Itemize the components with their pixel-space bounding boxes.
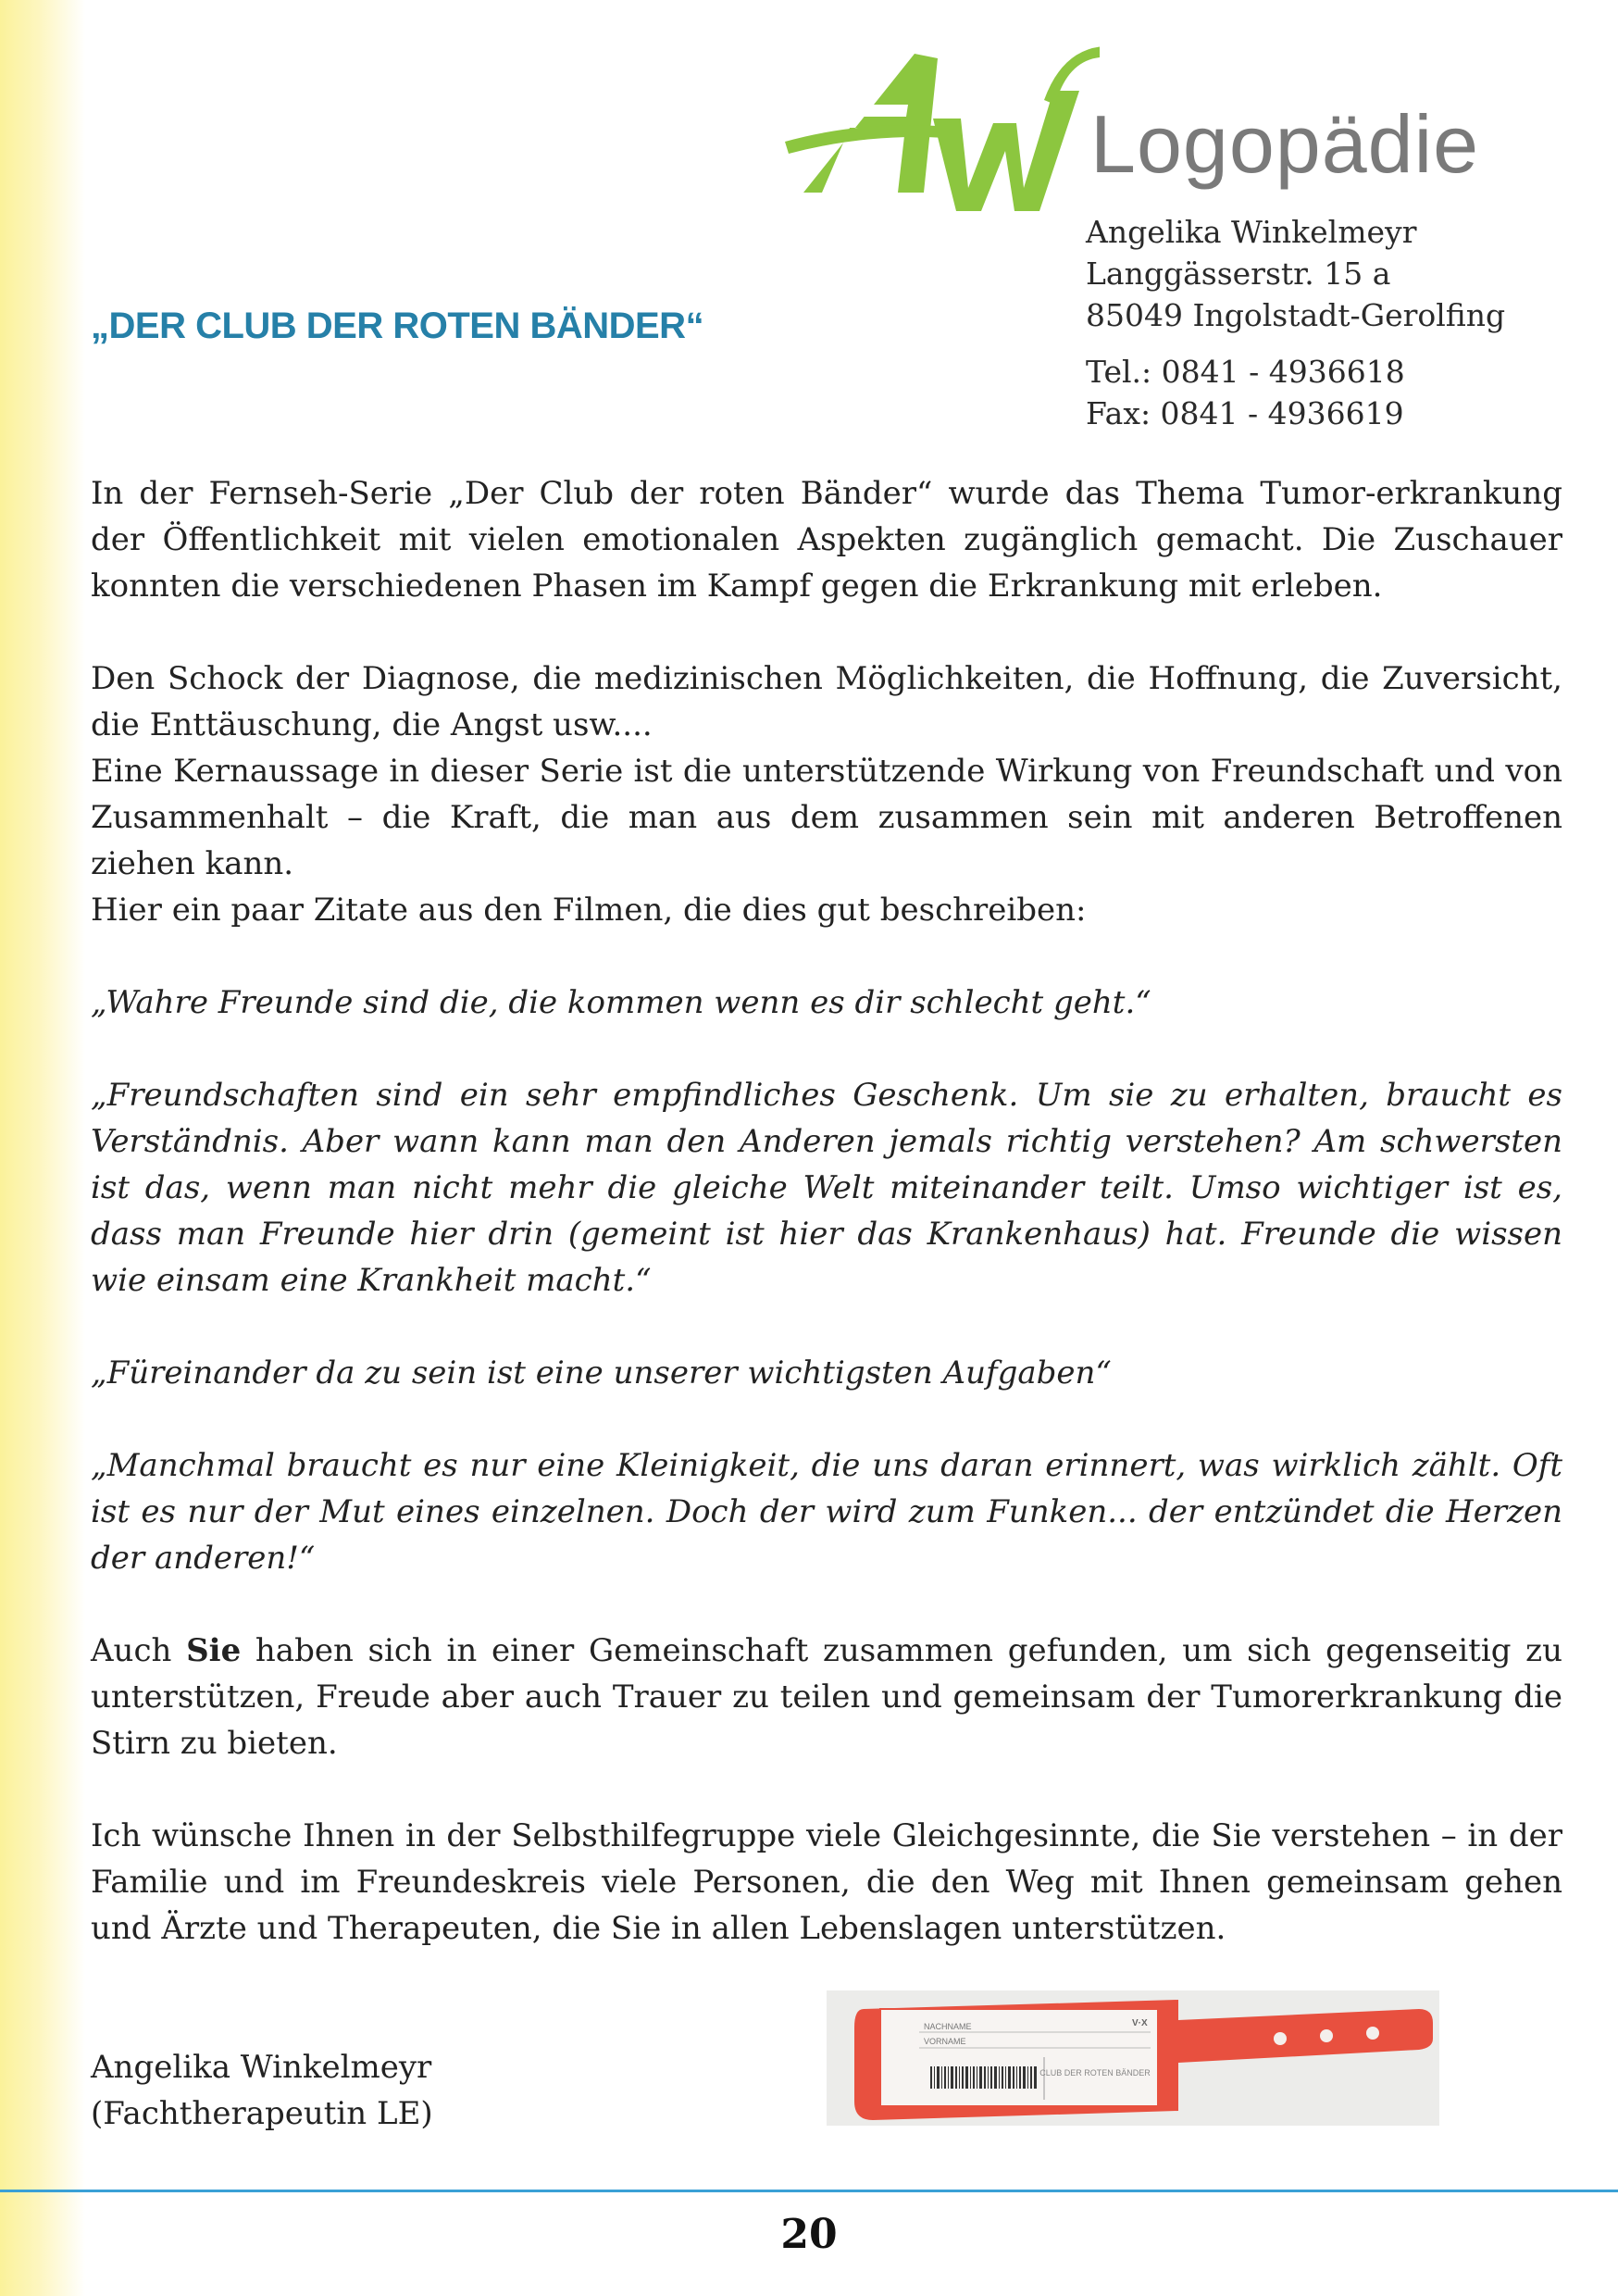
logo-wordmark: Logopädie — [1090, 98, 1480, 190]
contact-street: Langgässerstr. 15 a — [1086, 256, 1391, 292]
signature — [91, 2044, 433, 2137]
contact-tel: Tel.: 0841 - 4936618 — [1086, 354, 1405, 390]
paragraph-community: Auch Sie haben sich in einer Gemeinschaft zusammen gefunden, um sich gegenseitig zu unterstützen, Freude aber auch Trauer zu teilen und gemeinsam der Tumorerkrankung die Stirn zu bieten. — [91, 1632, 1562, 1762]
contact-name: Angelika Winkelmeyr — [1086, 214, 1417, 250]
wristband-illustration — [827, 1990, 1439, 2126]
quote-true-friends: „Wahre Freunde sind die, die kommen wenn es dir schlecht geht.“ — [91, 984, 1151, 1021]
quote-for-each-other: „Füreinander da zu sein ist eine unserer wichtigsten Aufgaben“ — [91, 1354, 1112, 1391]
article-title: „DER CLUB DER ROTEN BÄNDER“ — [91, 306, 704, 346]
logo — [785, 35, 1525, 220]
paragraph-intro: In der Fernseh-Serie „Der Club der roten Bänder“ wurde das Thema Tumor-erkrankung der Öffentlichkeit mit vielen emotionalen Aspekten zugänglich gemacht. Die Zuschauer konnten die verschiedenen Phasen im Kampf gegen die Erkrankung mit erleben. — [91, 475, 1562, 605]
quote-friendships: „Freundschaften sind ein sehr empfindliches Geschenk. Um sie zu erhalten, braucht es Verständnis. Aber wann kann man den Anderen jemals richtig verstehen? Am schwersten ist das, wenn man nicht mehr die gleiche Welt miteinander teilt. Umso wichtiger ist es, dass man Freunde hier drin (gemeint ist hier das Krankenhaus) hat. Freunde die wissen wie einsam eine Krankheit macht.“ — [91, 1077, 1562, 1299]
contact-fax: Fax: 0841 - 4936619 — [1086, 395, 1404, 431]
footer-divider — [0, 2190, 1618, 2192]
aw-logo-mark — [785, 35, 1100, 220]
wristband-brand: V·X — [1132, 2018, 1148, 2028]
wristband-label-nachname: NACHNAME — [924, 2022, 972, 2031]
paragraph-diagnosis: Den Schock der Diagnose, die medizinischen Möglichkeiten, die Hoffnung, die Zuversicht, die Enttäuschung, die Angst usw.... — [91, 660, 1562, 743]
quote-spark: „Manchmal braucht es nur eine Kleinigkeit, die uns daran erinnert, was wirklich zählt. Oft ist es nur der Mut eines einzelnen. Doch der wird zum Funken... der entzündet die Herzen der anderen!“ — [91, 1447, 1562, 1577]
signature-role: (Fachtherapeutin LE) — [91, 2095, 433, 2132]
contact-address — [1086, 211, 1505, 434]
paragraph-wishes: Ich wünsche Ihnen in der Selbsthilfegruppe viele Gleichgesinnte, die Sie verstehen – in der Familie und im Freundeskreis viele Personen, die den Weg mit Ihnen gemeinsam gehen und Ärzte und Therapeuten, die Sie in allen Lebenslagen unterstützen. — [91, 1817, 1562, 1947]
signature-name: Angelika Winkelmeyr — [91, 2049, 432, 2086]
paragraph-quotes-intro: Hier ein paar Zitate aus den Filmen, die dies gut beschreiben: — [91, 892, 1087, 929]
wristband-photo — [827, 1990, 1439, 2126]
contact-city: 85049 Ingolstadt-Gerolfing — [1086, 297, 1506, 333]
article-body — [91, 470, 1562, 1952]
wristband-label-vorname: VORNAME — [924, 2037, 966, 2046]
page-number: 20 — [780, 2211, 838, 2258]
wristband-club-text: CLUB DER ROTEN BÄNDER — [1039, 2068, 1151, 2078]
emphasis-sie: Sie — [186, 1632, 242, 1669]
paragraph-core-message: Eine Kernaussage in dieser Serie ist die unterstützende Wirkung von Freundschaft und von Zusammenhalt – die Kraft, die man aus dem zusammen sein mit anderen Betroffenen ziehen kann. — [91, 753, 1562, 882]
side-gradient-bar — [0, 0, 85, 2296]
